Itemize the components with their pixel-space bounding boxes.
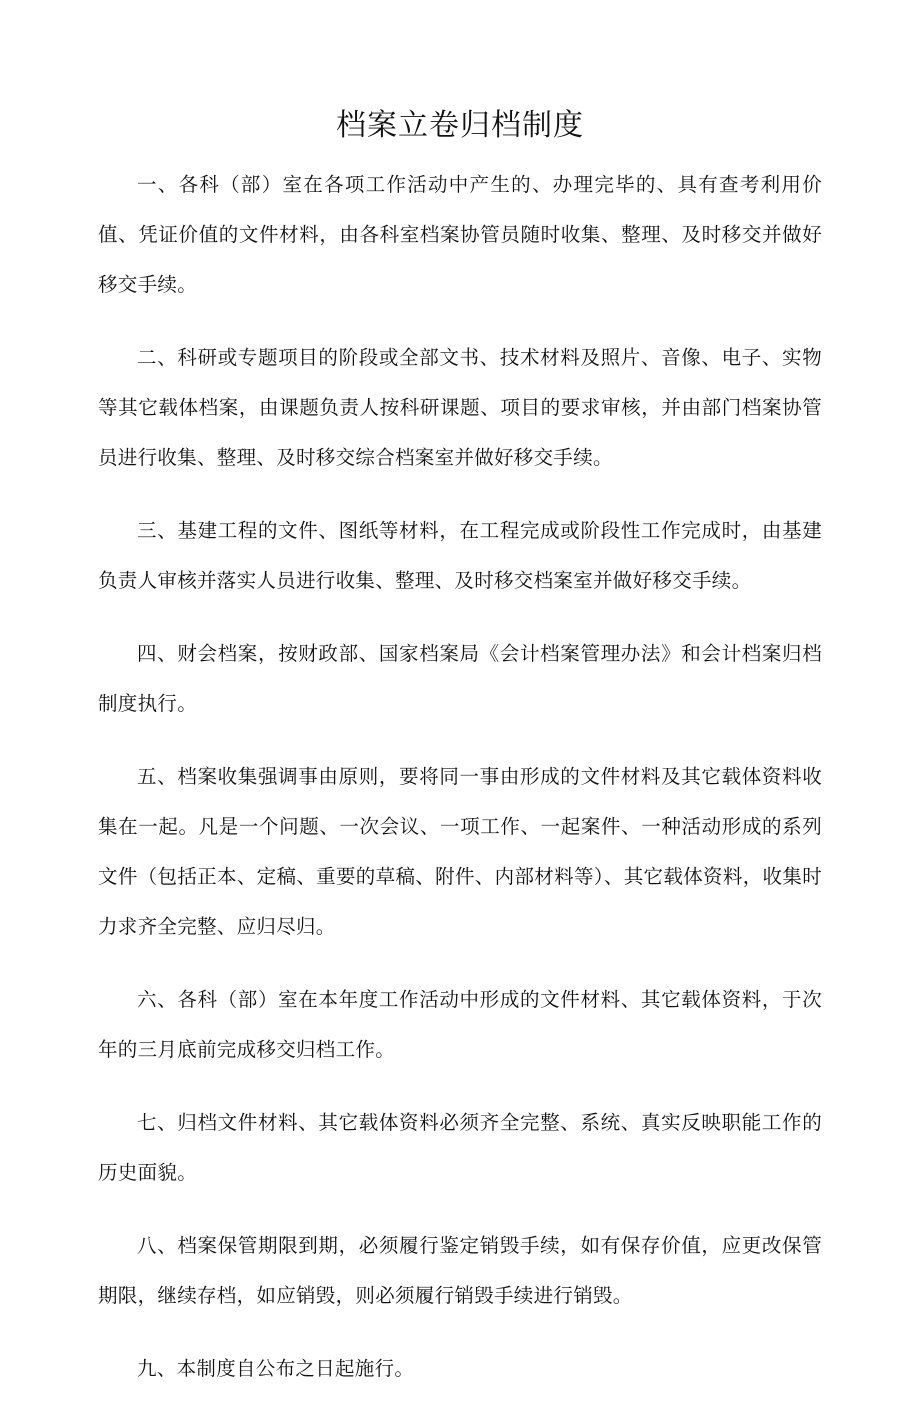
clause-7: 七、归档文件材料、其它载体资料必须齐全完整、系统、真实反映职能工作的历史面貌。 xyxy=(98,1111,822,1184)
clause-2: 二、科研或专题项目的阶段或全部文书、技术材料及照片、音像、电子、实物等其它载体档案，由课题负责人按科研课题、项目的要求审核，并由部门档案协管员进行收集、整理、及时移交综合档案室并做好移交手续。 xyxy=(98,346,822,469)
clause-9: 九、本制度自公布之日起施行。 xyxy=(137,1357,415,1380)
clause-4: 四、财会档案，按财政部、国家档案局《会计档案管理办法》和会计档案归档制度执行。 xyxy=(98,642,822,715)
clause-list xyxy=(98,160,822,1417)
document-title: 档案立卷归档制度 xyxy=(336,108,584,143)
clause-6: 六、各科（部）室在本年度工作活动中形成的文件材料、其它载体资料，于次年的三月底前完成移交归档工作。 xyxy=(98,988,822,1061)
clause-1: 一、各科（部）室在各项工作活动中产生的、办理完毕的、具有查考利用价值、凭证价值的文件材料，由各科室档案协管员随时收集、整理、及时移交并做好移交手续。 xyxy=(98,173,822,296)
clause-5: 五、档案收集强调事由原则，要将同一事由形成的文件材料及其它载体资料收集在一起。凡是一个问题、一次会议、一项工作、一起案件、一种活动形成的系列文件（包括正本、定稿、重要的草稿、附件、内部材料等）、其它载体资料，收集时力求齐全完整、应归尽归。 xyxy=(98,765,822,938)
clause-8: 八、档案保管期限到期，必须履行鉴定销毁手续，如有保存价值，应更改保管期限，继续存档，如应销毁，则必须履行销毁手续进行销毁。 xyxy=(98,1234,822,1307)
clause-3: 三、基建工程的文件、图纸等材料，在工程完成或阶段性工作完成时，由基建负责人审核并落实人员进行收集、整理、及时移交档案室并做好移交手续。 xyxy=(98,519,822,592)
